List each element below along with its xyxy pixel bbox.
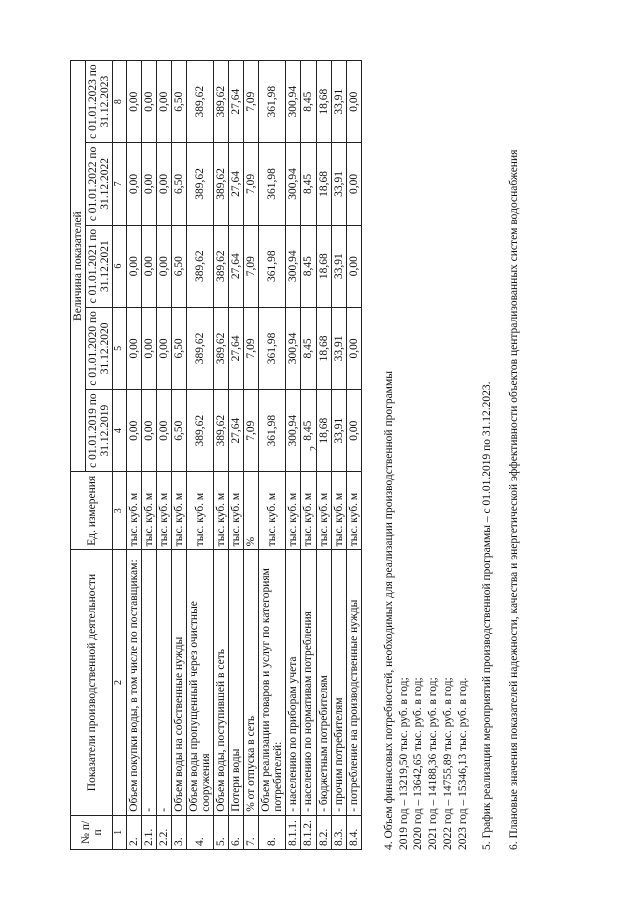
row-value: 6,50	[171, 225, 186, 307]
production-indicators-table	[70, 60, 362, 850]
row-value: 7,09	[244, 390, 259, 472]
row-indicator: Объем реализации товаров и услуг по категориям потребителей:	[259, 550, 286, 815]
row-unit: тыс. куб. м	[214, 472, 229, 550]
row-value: 6,50	[171, 390, 186, 472]
row-value: 6,50	[171, 61, 186, 143]
row-value: 6,50	[171, 307, 186, 389]
table-row	[259, 61, 286, 850]
rotated-page-content	[70, 30, 610, 850]
row-value: 8,45	[301, 61, 316, 143]
section-4-line: 2023 год – 15346,13 тыс. руб. в год.	[456, 677, 469, 850]
row-value: 361,98	[259, 61, 286, 143]
column-number: 1	[113, 815, 127, 849]
row-number: 8.3.	[331, 815, 346, 849]
row-value: 0,00	[156, 390, 171, 472]
row-unit: тыс. куб. м	[301, 472, 316, 550]
row-number: 8.1.1.	[286, 815, 301, 849]
row-value: 33,91	[331, 225, 346, 307]
row-value: 0,00	[141, 225, 156, 307]
row-value: 0,00	[141, 143, 156, 225]
row-value: 0,00	[346, 307, 361, 389]
row-value: 0,00	[141, 307, 156, 389]
row-indicator: % от отпуска в сеть	[244, 550, 259, 815]
row-value: 300,94	[286, 225, 301, 307]
row-indicator: - потребление на производственные нужды	[346, 550, 361, 815]
table-row	[229, 61, 244, 850]
row-unit: тыс. куб. м	[316, 472, 331, 550]
row-value: 0,00	[156, 143, 171, 225]
row-value: 389,62	[214, 390, 229, 472]
row-unit: %	[244, 472, 259, 550]
row-value: 7,09	[244, 225, 259, 307]
row-indicator: - населению по нормативам потребления	[301, 550, 316, 815]
row-indicator: Объем покупки воды, в том числе по поставщикам:	[126, 550, 141, 815]
row-value: 389,62	[186, 61, 213, 143]
row-value: 0,00	[346, 225, 361, 307]
row-value: 0,00	[126, 307, 141, 389]
row-indicator: Объем воды, поступившей в сеть	[214, 550, 229, 815]
row-value: 389,62	[214, 143, 229, 225]
row-value: 389,62	[186, 225, 213, 307]
row-value: 18,68	[316, 143, 331, 225]
row-unit: тыс. куб. м	[229, 472, 244, 550]
row-value: 18,68	[316, 61, 331, 143]
row-value: 8,45	[301, 390, 316, 472]
row-unit: тыс. куб. м	[171, 472, 186, 550]
row-value: 0,00	[141, 390, 156, 472]
table-row	[316, 61, 331, 850]
row-value: 0,00	[346, 143, 361, 225]
row-indicator: Потери воды	[229, 550, 244, 815]
table-row	[346, 61, 361, 850]
row-value: 7,09	[244, 61, 259, 143]
row-unit: тыс. куб. м	[331, 472, 346, 550]
row-number: 8.4.	[346, 815, 361, 849]
header-value-group: Величина показателей	[71, 61, 86, 472]
row-value: 389,62	[186, 143, 213, 225]
column-number: 5	[113, 307, 127, 389]
row-unit: тыс. куб. м	[126, 472, 141, 550]
row-value: 33,91	[331, 390, 346, 472]
table-row	[244, 61, 259, 850]
row-number: 3.	[171, 815, 186, 849]
section-4-line: 2020 год – 13642,65 тыс. руб. в год;	[412, 677, 425, 850]
row-value: 0,00	[346, 390, 361, 472]
row-value: 0,00	[156, 307, 171, 389]
row-indicator: -	[156, 550, 171, 815]
row-value: 8,45	[301, 225, 316, 307]
row-value: 8,45	[301, 307, 316, 389]
row-unit: тыс. куб. м	[346, 472, 361, 550]
row-value: 389,62	[186, 307, 213, 389]
header-period: с 01.01.2022 по 31.12.2022	[86, 143, 113, 225]
row-value: 389,62	[214, 61, 229, 143]
row-value: 361,98	[259, 225, 286, 307]
row-value: 7,09	[244, 143, 259, 225]
table-row	[286, 61, 301, 850]
header-period: с 01.01.2023 по 31.12.2023	[86, 61, 113, 143]
row-value: 8,45	[301, 143, 316, 225]
row-value: 0,00	[126, 61, 141, 143]
row-indicator: Объем воды на собственные нужды	[171, 550, 186, 815]
row-number: 7.	[244, 815, 259, 849]
row-number: 4.	[186, 815, 213, 849]
notes-section	[382, 30, 522, 850]
row-unit: тыс. куб. м	[286, 472, 301, 550]
row-value: 27,64	[229, 225, 244, 307]
row-value: 33,91	[331, 61, 346, 143]
table-row	[141, 61, 156, 850]
table-row	[186, 61, 213, 850]
row-number: 2.	[126, 815, 141, 849]
header-period: с 01.01.2021 по 31.12.2021	[86, 225, 113, 307]
row-value: 361,98	[259, 307, 286, 389]
row-value: 6,50	[171, 143, 186, 225]
column-number: 7	[113, 143, 127, 225]
row-value: 389,62	[214, 225, 229, 307]
row-value: 7,09	[244, 307, 259, 389]
row-indicator: - населению по приборам учета	[286, 550, 301, 815]
section-4-line: 2022 год – 14755,89 тыс. руб. в год;	[441, 677, 454, 850]
row-value: 300,94	[286, 307, 301, 389]
page-number: 2	[309, 446, 320, 451]
column-number: 8	[113, 61, 127, 143]
table-row	[214, 61, 229, 850]
header-period: с 01.01.2019 по 31.12.2019	[86, 390, 113, 472]
section-4-line: 2021 год – 14188,36 тыс. руб. в год;	[427, 677, 440, 850]
row-number: 6.	[229, 815, 244, 849]
row-value: 33,91	[331, 307, 346, 389]
row-value: 389,62	[186, 390, 213, 472]
row-number: 2.2.	[156, 815, 171, 849]
row-value: 18,68	[316, 307, 331, 389]
column-number-row	[113, 61, 127, 850]
row-value: 0,00	[346, 61, 361, 143]
row-value: 0,00	[141, 61, 156, 143]
header-indicator: Показатели производственной деятельности	[71, 550, 113, 815]
row-value: 0,00	[126, 143, 141, 225]
row-value: 27,64	[229, 307, 244, 389]
row-unit: тыс. куб. м	[156, 472, 171, 550]
header-period: с 01.01.2020 по 31.12.2020	[86, 307, 113, 389]
row-indicator: - прочим потребителям	[331, 550, 346, 815]
row-unit: тыс. куб. м	[259, 472, 286, 550]
row-unit: тыс. куб. м	[141, 472, 156, 550]
header-unit: Ед. измерения	[71, 472, 113, 550]
section-5: 5. График реализации мероприятий производственной программы – с 01.01.2019 по 31.12.2023.	[481, 381, 494, 850]
row-unit: тыс. куб. м	[186, 472, 213, 550]
row-number: 2.1.	[141, 815, 156, 849]
table-row	[171, 61, 186, 850]
row-number: 8.1.2.	[301, 815, 316, 849]
row-value: 18,68	[316, 390, 331, 472]
row-value: 361,98	[259, 390, 286, 472]
row-value: 27,64	[229, 61, 244, 143]
row-value: 0,00	[156, 61, 171, 143]
row-value: 0,00	[126, 225, 141, 307]
table-row	[331, 61, 346, 850]
row-value: 300,94	[286, 61, 301, 143]
row-value: 0,00	[156, 225, 171, 307]
header-no: № п/п	[71, 815, 113, 849]
row-value: 361,98	[259, 143, 286, 225]
row-value: 300,94	[286, 390, 301, 472]
column-number: 4	[113, 390, 127, 472]
column-number: 2	[113, 550, 127, 815]
section-4-line: 2019 год – 13219,50 тыс. руб. в год;	[397, 677, 410, 850]
column-number: 3	[113, 472, 127, 550]
row-indicator: Объем воды пропущенный через очистные сооружения	[186, 550, 213, 815]
row-value: 389,62	[214, 307, 229, 389]
row-indicator: -	[141, 550, 156, 815]
row-number: 8.2.	[316, 815, 331, 849]
table-header-row	[71, 61, 86, 850]
section-6: 6. Плановые значения показателей надежности, качества и энергетической эффективности объектов централизованных систем водоснабжения	[508, 149, 521, 850]
row-value: 27,64	[229, 143, 244, 225]
section-4-title: 4. Объем финансовых потребностей, необходимых для реализации производственной программы	[383, 371, 395, 850]
row-value: 27,64	[229, 390, 244, 472]
row-value: 300,94	[286, 143, 301, 225]
table-body	[126, 61, 361, 850]
row-value: 18,68	[316, 225, 331, 307]
column-number: 6	[113, 225, 127, 307]
row-indicator: - бюджетным потребителям	[316, 550, 331, 815]
table-row	[126, 61, 141, 850]
row-number: 8.	[259, 815, 286, 849]
row-number: 5.	[214, 815, 229, 849]
row-value: 33,91	[331, 143, 346, 225]
table-row	[156, 61, 171, 850]
table-row	[301, 61, 316, 850]
row-value: 0,00	[126, 390, 141, 472]
